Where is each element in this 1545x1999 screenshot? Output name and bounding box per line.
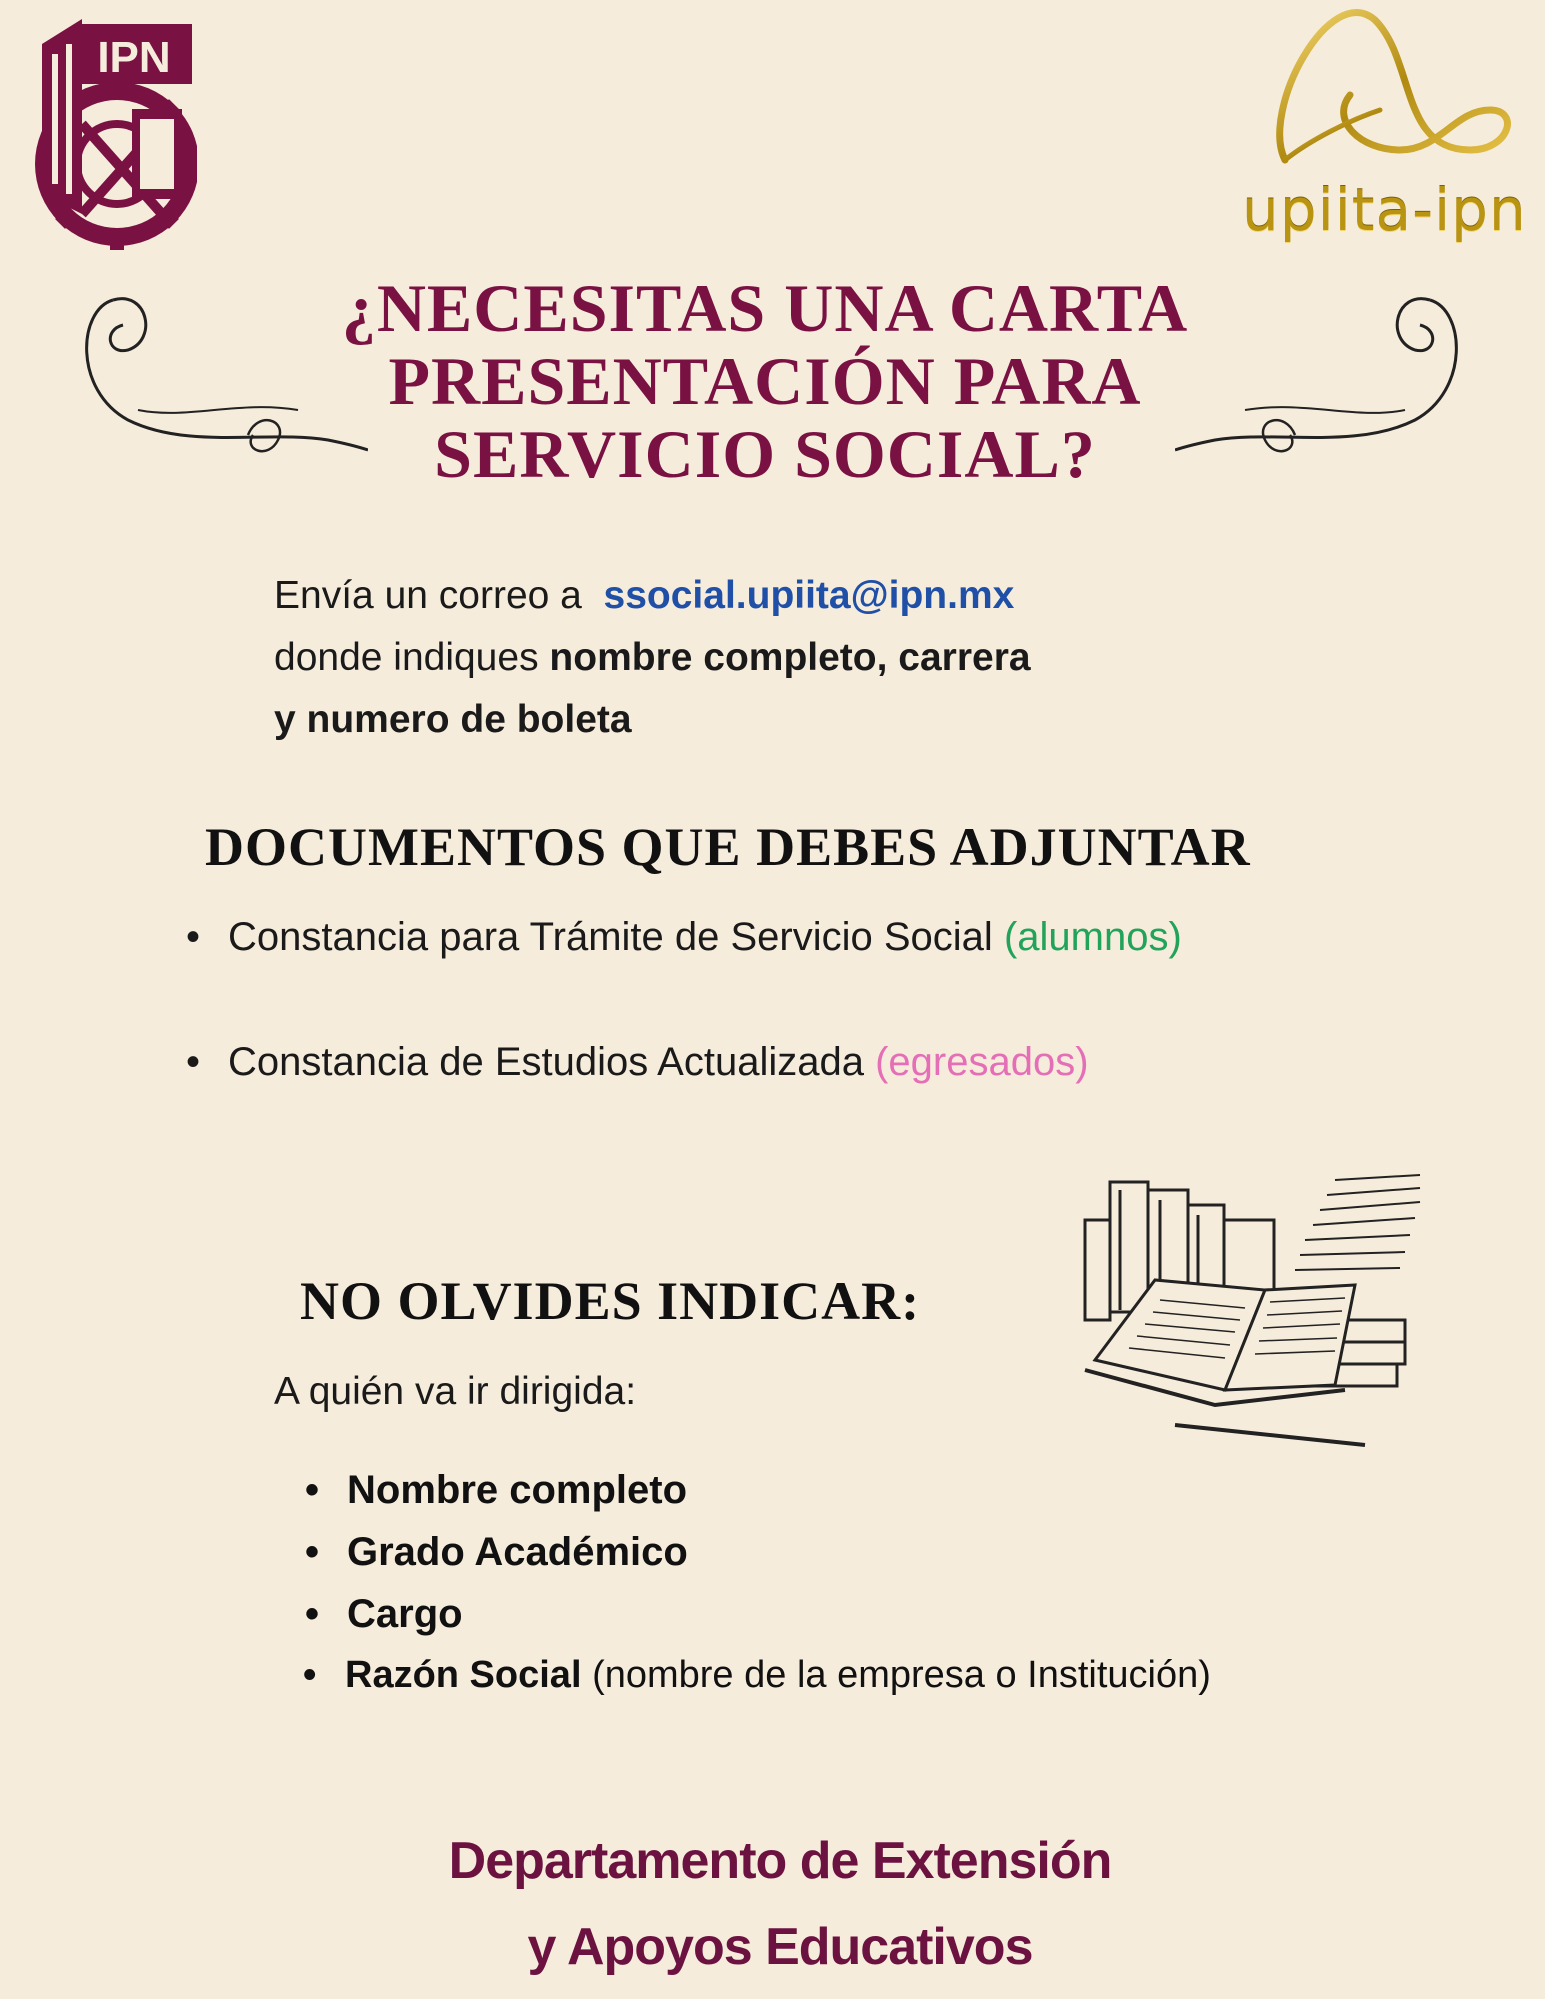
bullet-icon: • xyxy=(186,915,201,959)
title-line-3: SERVICIO SOCIAL? xyxy=(434,416,1096,492)
document-text: Constancia para Trámite de Servicio Social xyxy=(228,915,993,959)
list-item xyxy=(303,1644,1211,1706)
email-link[interactable]: ssocial.upiita@ipn.mx xyxy=(603,574,1015,617)
document-tag: (alumnos) xyxy=(1003,915,1182,959)
addressee-intro: A quién va ir dirigida: xyxy=(274,1370,637,1413)
intro-prefix: Envía un correo a xyxy=(274,574,582,617)
list-item xyxy=(186,915,1182,960)
upiita-logo-text: upiita-ipn xyxy=(1242,176,1527,244)
documents-heading: DOCUMENTOS QUE DEBES ADJUNTAR xyxy=(205,817,1251,877)
field-label: Nombre completo xyxy=(347,1468,688,1512)
document-text: Constancia de Estudios Actualizada xyxy=(228,1040,864,1084)
bullet-icon: • xyxy=(186,1040,201,1084)
bullet-icon: • xyxy=(303,1654,317,1696)
bullet-icon: • xyxy=(305,1592,320,1636)
ipn-logo xyxy=(22,14,197,254)
svg-text:IPN: IPN xyxy=(97,33,171,82)
title-line-1: ¿NECESITAS UNA CARTA xyxy=(341,270,1189,346)
field-label: Razón Social xyxy=(345,1654,582,1696)
list-item xyxy=(186,1040,1089,1085)
title-line-2: PRESENTACIÓN PARA xyxy=(388,343,1142,419)
intro-line2-prefix: donde indiques xyxy=(274,636,539,679)
footer-line-1: Departamento de Extensión xyxy=(448,1832,1112,1890)
list-item xyxy=(305,1583,463,1645)
intro-line3-bold: y numero de boleta xyxy=(274,698,632,741)
books-icon xyxy=(1065,1170,1425,1470)
page-title xyxy=(250,272,1280,491)
field-label: Grado Académico xyxy=(347,1530,688,1574)
remember-heading: NO OLVIDES INDICAR: xyxy=(300,1271,921,1331)
intro-line2-bold: nombre completo, carrera xyxy=(549,636,1031,679)
document-tag: (egresados) xyxy=(875,1040,1089,1084)
field-note: (nombre de la empresa o Institución) xyxy=(592,1654,1211,1696)
list-item xyxy=(305,1459,687,1521)
bullet-icon: • xyxy=(305,1468,320,1512)
field-label: Cargo xyxy=(347,1592,463,1636)
bullet-icon: • xyxy=(305,1530,320,1574)
intro-paragraph xyxy=(274,565,1274,751)
list-item xyxy=(305,1521,688,1583)
footer-department xyxy=(270,1818,1290,1990)
footer-line-2: y Apoyos Educativos xyxy=(527,1918,1033,1976)
